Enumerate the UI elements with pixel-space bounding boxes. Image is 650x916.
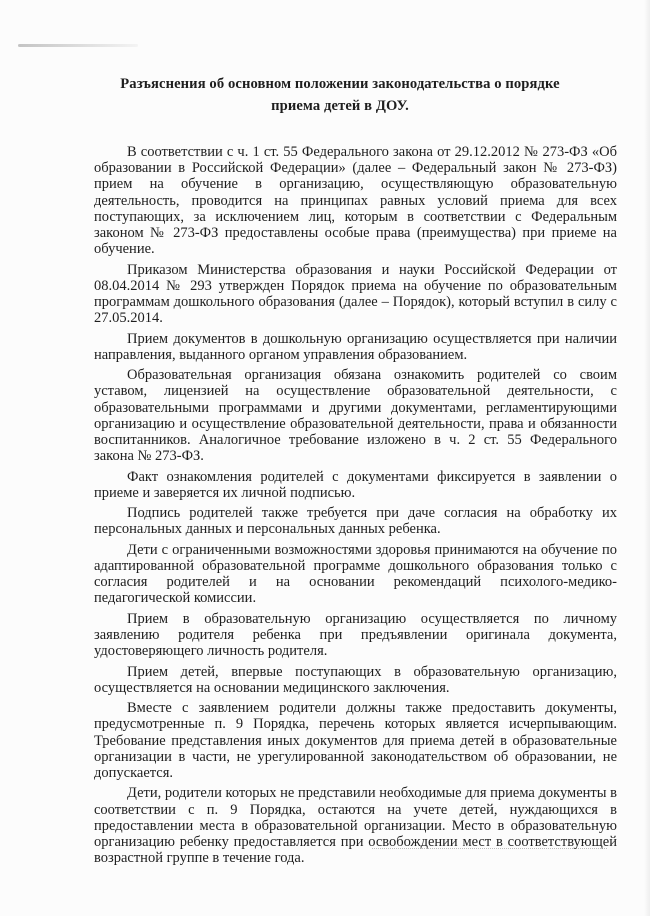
paragraph-5: Факт ознакомления родителей с документами фиксируется в заявлении о приеме и заверяется их личной подписью. <box>94 468 617 501</box>
paragraph-11: Дети, родители которых не представили необходимые для приема документы в соответствии с п. 9 Порядка, остаются на учете детей, нуждающихся в предоставлении места в образовательной организации. Место в образовательную организацию ребенку предоставляется при освобождении мест в соответствующей возрастной группе в течение года. <box>94 785 617 867</box>
title-line-1: Разъяснения об основном положении законодательства о порядке <box>120 76 560 92</box>
paragraph-10: Вместе с заявлением родители должны также предоставить документы, предусмотренные п. 9 Порядка, перечень которых является исчерпывающим. Требование представления иных документов для приема детей в образовательные организации в части, не урегулированной законодательством об образовании, не допускается. <box>94 700 617 781</box>
title-line-2: приема детей в ДОУ. <box>271 98 409 114</box>
paragraph-1: В соответствии с ч. 1 ст. 55 Федерального закона от 29.12.2012 № 273-ФЗ «Об образовании в Российской Федерации» (далее – Федеральный закон № 273-ФЗ) прием на обучение в организацию, осуществляющую образовательную деятельность, проводится на принципах равных условий приема для всех поступающих, за исключением лиц, которым в соответствии с Федеральным законом № 273-ФЗ предоставлены особые права (преимущества) при приеме на обучение. <box>94 144 617 258</box>
paragraph-9: Прием детей, впервые поступающих в образовательную организацию, осуществляется на основании медицинского заключения. <box>94 663 617 696</box>
document-body <box>94 144 617 868</box>
paragraph-4: Образовательная организация обязана ознакомить родителей со своим уставом, лицензией на осуществление образовательной деятельности, с образовательными программами и другими документами, регламентирующими организацию и осуществление образовательной деятельности, права и обязанности воспитанников. Аналогичное требование изложено в ч. 2 ст. 55 Федерального закона № 273-ФЗ. <box>94 367 617 465</box>
page-edge-shadow <box>644 0 650 916</box>
paragraph-6: Подпись родителей также требуется при даче согласия на обработку их персональных данных и персональных данных ребенка. <box>94 505 617 538</box>
scan-artifact-footer <box>372 842 607 849</box>
document-title <box>60 73 620 117</box>
paragraph-8: Прием в образовательную организацию осуществляется по личному заявлению родителя ребенка при предъявлении оригинала документа, удостоверяющего личность родителя. <box>94 610 617 660</box>
paragraph-2: Приказом Министерства образования и науки Российской Федерации от 08.04.2014 № 293 утвержден Порядок приема на обучение по образовательным программам дошкольного образования (далее – Порядок), который вступил в силу с 27.05.2014. <box>94 261 617 327</box>
paragraph-3: Прием документов в дошкольную организацию осуществляется при наличии направления, выданного органом управления образованием. <box>94 330 617 363</box>
paragraph-7: Дети с ограниченными возможностями здоровья принимаются на обучение по адаптированной образовательной программе дошкольного образования только с согласия родителей и на основании рекомендаций психолого-медико-педагогической комиссии. <box>94 541 617 607</box>
scan-artifact <box>18 44 138 47</box>
